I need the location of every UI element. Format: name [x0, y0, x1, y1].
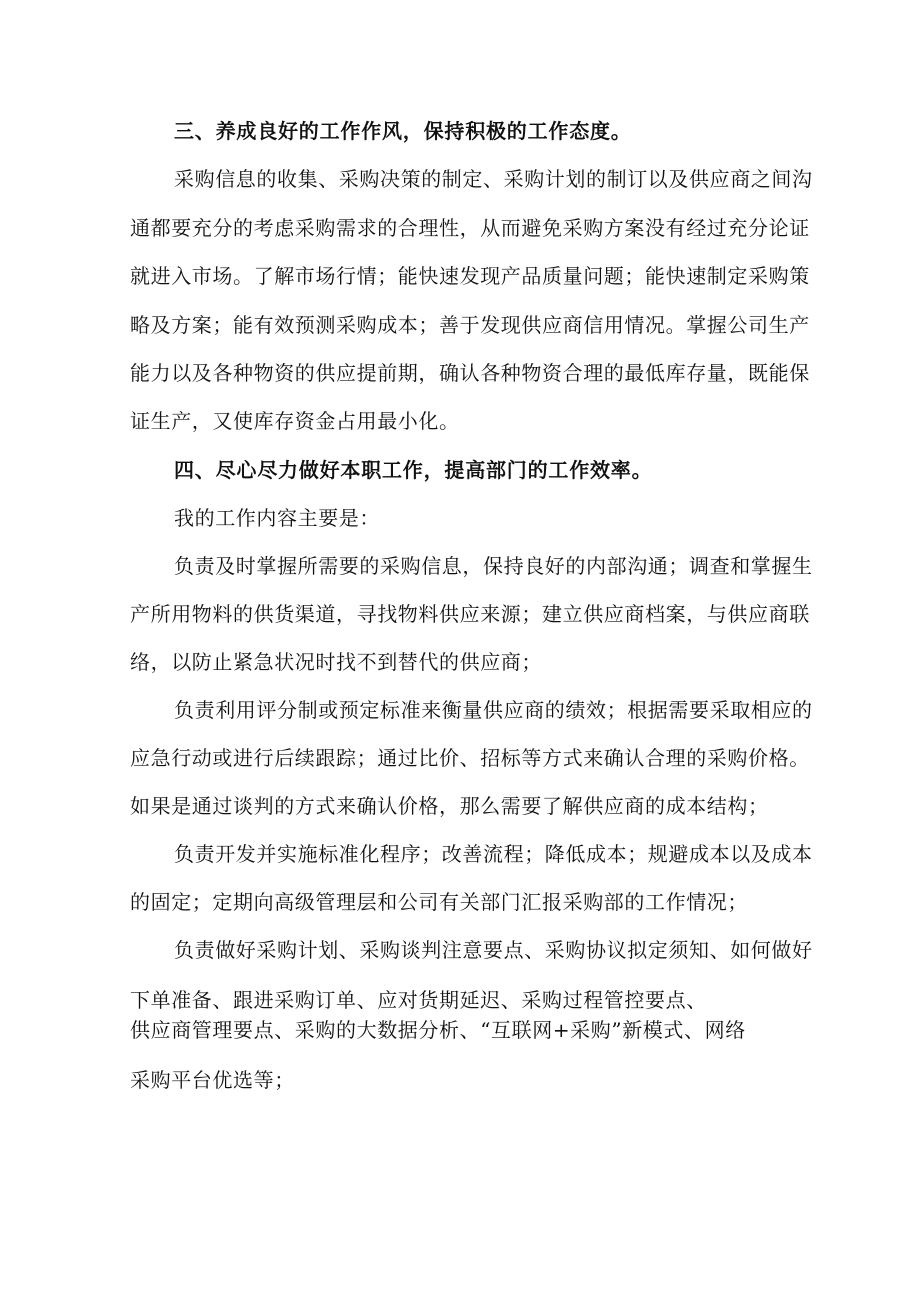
- item-2-line-3: 如果是通过谈判的方式来确认价格，那么需要了解供应商的成本结构；: [130, 794, 769, 818]
- section-3-heading: 三、养成良好的工作作风，保持积极的工作态度。: [174, 119, 632, 143]
- item-4-line-2: 下单准备、跟进采购订单、应对货期延迟、采购过程管控要点、: [130, 988, 707, 1012]
- section-4-heading: 四、尽心尽力做好本职工作，提高部门的工作效率。: [174, 458, 653, 482]
- section-3-paragraph-line-3: 就进入市场。了解市场行情；能快速发现产品质量问题；能快速制定采购策: [130, 264, 810, 288]
- item-3-line-1: 负责开发并实施标准化程序；改善流程；降低成本；规避成本以及成本: [174, 842, 813, 866]
- section-4-intro: 我的工作内容主要是：: [174, 506, 380, 530]
- section-3-paragraph-line-4: 略及方案；能有效预测采购成本；善于发现供应商信用情况。掌握公司生产: [130, 313, 810, 337]
- item-4-line-4: 采购平台优选等；: [130, 1068, 295, 1092]
- item-1-line-2: 产所用物料的供货渠道，寻找物料供应来源；建立供应商档案，与供应商联: [130, 602, 810, 626]
- section-3-paragraph-line-5: 能力以及各种物资的供应提前期，确认各种物资合理的最低库存量，既能保: [130, 361, 810, 385]
- item-3-line-2: 的固定；定期向高级管理层和公司有关部门汇报采购部的工作情况；: [130, 890, 748, 914]
- item-1-line-3: 络，以防止紧急状况时找不到替代的供应商；: [130, 650, 542, 674]
- section-3-paragraph-line-6: 证生产，又使库存资金占用最小化。: [130, 409, 460, 433]
- item-2-line-2: 应急行动或进行后续跟踪；通过比价、招标等方式来确认合理的采购价格。: [130, 746, 810, 770]
- item-4-line-1: 负责做好采购计划、采购谈判注意要点、采购协议拟定须知、如何做好: [174, 938, 813, 962]
- section-3-paragraph-line-1: 采购信息的收集、采购决策的制定、采购计划的制订以及供应商之间沟: [174, 167, 813, 191]
- item-4-line-3: 供应商管理要点、采购的大数据分析、“互联网+采购”新模式、网络: [130, 1018, 746, 1042]
- item-2-line-1: 负责利用评分制或预定标准来衡量供应商的绩效；根据需要采取相应的: [174, 698, 813, 722]
- item-1-line-1: 负责及时掌握所需要的采购信息，保持良好的内部沟通；调查和掌握生: [174, 554, 813, 578]
- section-3-paragraph-line-2: 通都要充分的考虑采购需求的合理性，从而避免采购方案没有经过充分论证: [130, 216, 810, 240]
